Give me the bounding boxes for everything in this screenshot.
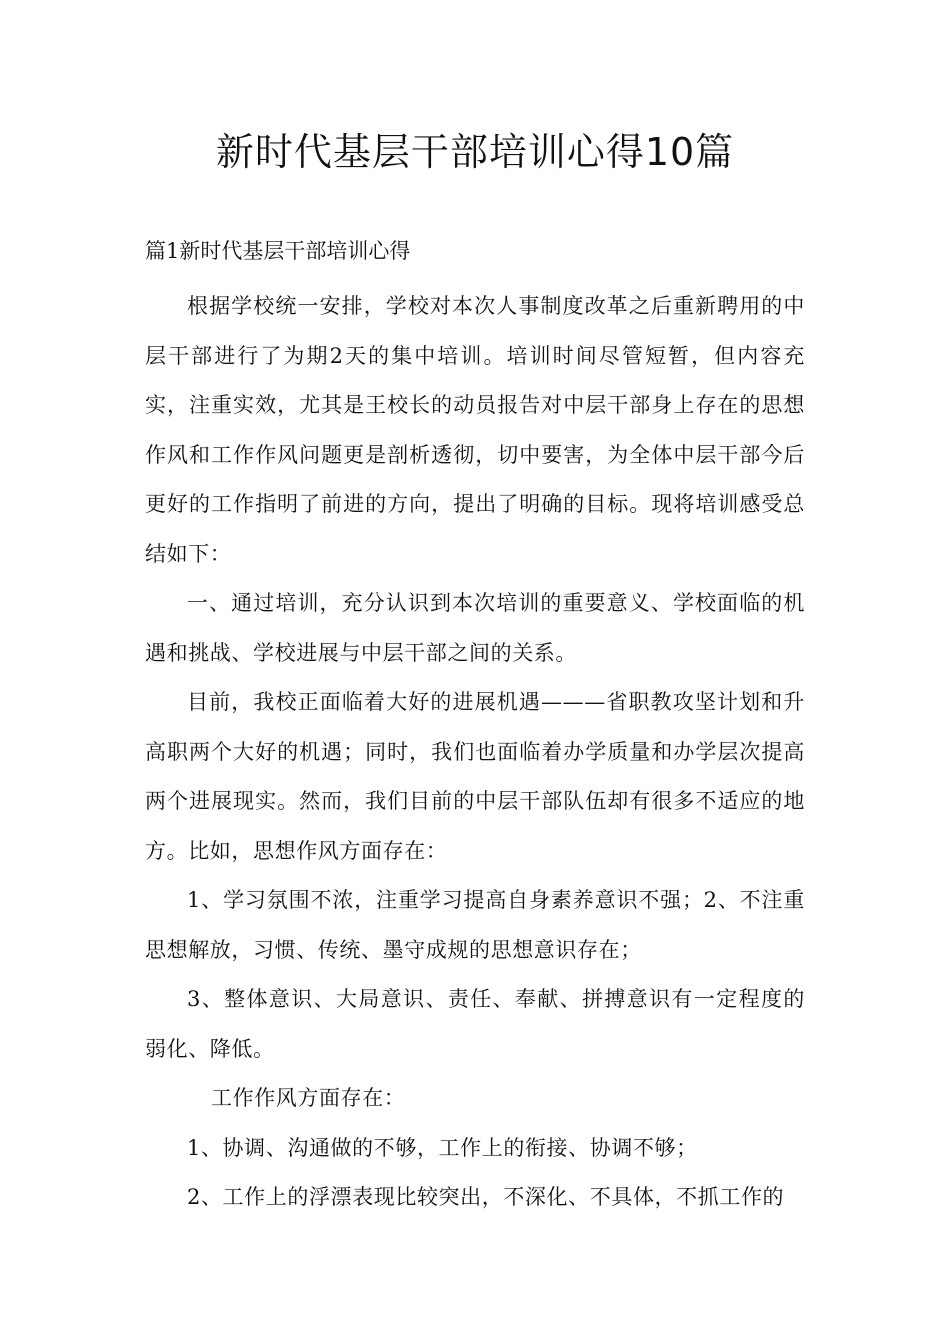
section-heading: 篇1新时代基层干部培训心得 [145,239,411,263]
paragraph-work-style-heading: 工作作风方面存在： [211,1086,406,1110]
document-title: 新时代基层干部培训心得10篇 [215,130,735,174]
paragraph-work-issue-2: 2、工作上的浮漂表现比较突出，不深化、不具体，不抓工作的 [187,1185,785,1209]
paragraph-thinking-issues-1-2: 1、学习氛围不浓，注重学习提高自身素养意识不强；2、不注重思想解放，习惯、传统、墨守成规的思想意识存在； [145,888,805,962]
paragraph-point-one: 一、通过培训，充分认识到本次培训的重要意义、学校面临的机遇和挑战、学校进展与中层干部之间的关系。 [145,591,805,665]
paragraph-intro: 根据学校统一安排，学校对本次人事制度改革之后重新聘用的中层干部进行了为期2天的集中培训。培训时间尽管短暂，但内容充实，注重实效，尤其是王校长的动员报告对中层干部身上存在的思想作风和工作作风问题更是剖析透彻，切中要害，为全体中层干部今后更好的工作指明了前进的方向，提出了明确的目标。现将培训感受总结如下： [145,294,805,566]
paragraph-work-issue-1: 1、协调、沟通做的不够，工作上的衔接、协调不够； [187,1135,698,1160]
paragraph-current-situation: 目前，我校正面临着大好的进展机遇———省职教攻坚计划和升高职两个大好的机遇；同时，我们也面临着办学质量和办学层次提高两个进展现实。然而，我们目前的中层干部队伍却有很多不适应的地方。比如，思想作风方面存在： [145,690,805,863]
paragraph-thinking-issue-3: 3、整体意识、大局意识、责任、奉献、拼搏意识有一定程度的弱化、降低。 [145,987,805,1061]
document-body [145,282,805,1223]
